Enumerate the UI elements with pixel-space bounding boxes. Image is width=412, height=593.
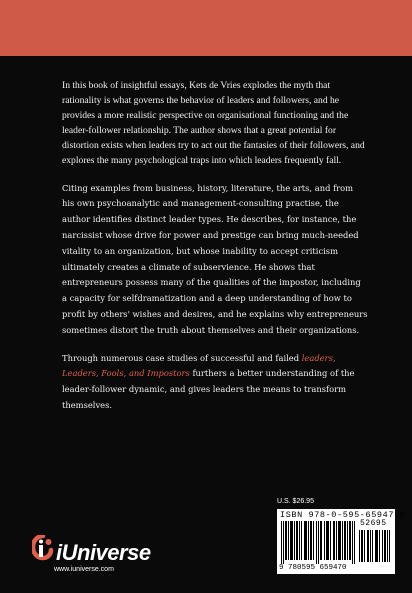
publisher-logo <box>32 535 172 575</box>
description-paragraph-2: Citing examples from business, history, literature, the arts, and from his own psychoanalytic and management-consulting practise, the author identifies distinct leader types. He describes, for instance, the narcissist whose drive for power and prestige can bring much-needed vitality to an organization, but whose inability to accept criticism ultimately creates a climate of subservience. He shows that entrepreneurs possess many of the qualities of the impostor, including a capacity for selfdramatization and a deep understanding of how to profit by others' wishes and desires, and he explains why entrepreneurs sometimes distort the truth about themselves and their organizations. <box>62 182 368 335</box>
description-paragraph-3 <box>62 351 368 414</box>
barcode-addon-number: 52695 <box>360 519 387 528</box>
description-paragraph-1: In this book of insightful essays, Kets de Vries explodes the myth that rationality is what governs the behavior of leaders and followers, and he provides a more realistic perspective on organisational functioning and the leader-follower relationship. The author shows that a great potential for distortion exists when leaders try to act out the fantasies of their followers, and explores the many psychological traps into which leaders frequently fall. <box>62 80 365 167</box>
barcode-panel <box>277 509 406 574</box>
addon-barcode <box>359 530 391 562</box>
price-label: U.S. $26.95 <box>277 498 314 505</box>
publisher-name: iUniverse <box>56 540 151 565</box>
back-cover-copy <box>62 78 368 426</box>
barcode-digits: 9 780595 659470 <box>279 564 347 572</box>
ean-barcode <box>281 521 357 564</box>
book-title-inline: leaders, Leaders, Fools, and Impostors <box>62 352 336 379</box>
iuniverse-logo-mark-icon <box>32 535 54 563</box>
paragraph-3-lead: Through numerous case studies of successful and failed <box>62 352 302 363</box>
top-color-band <box>0 0 412 56</box>
publisher-url: www.iuniverse.com <box>54 566 114 573</box>
isbn-number: ISBN 978-0-595-65947-0 <box>280 510 406 520</box>
paragraph-3-tail: furthers a better understanding of the leader-follower dynamic, and gives leaders the means to transform themselves. <box>62 368 355 410</box>
